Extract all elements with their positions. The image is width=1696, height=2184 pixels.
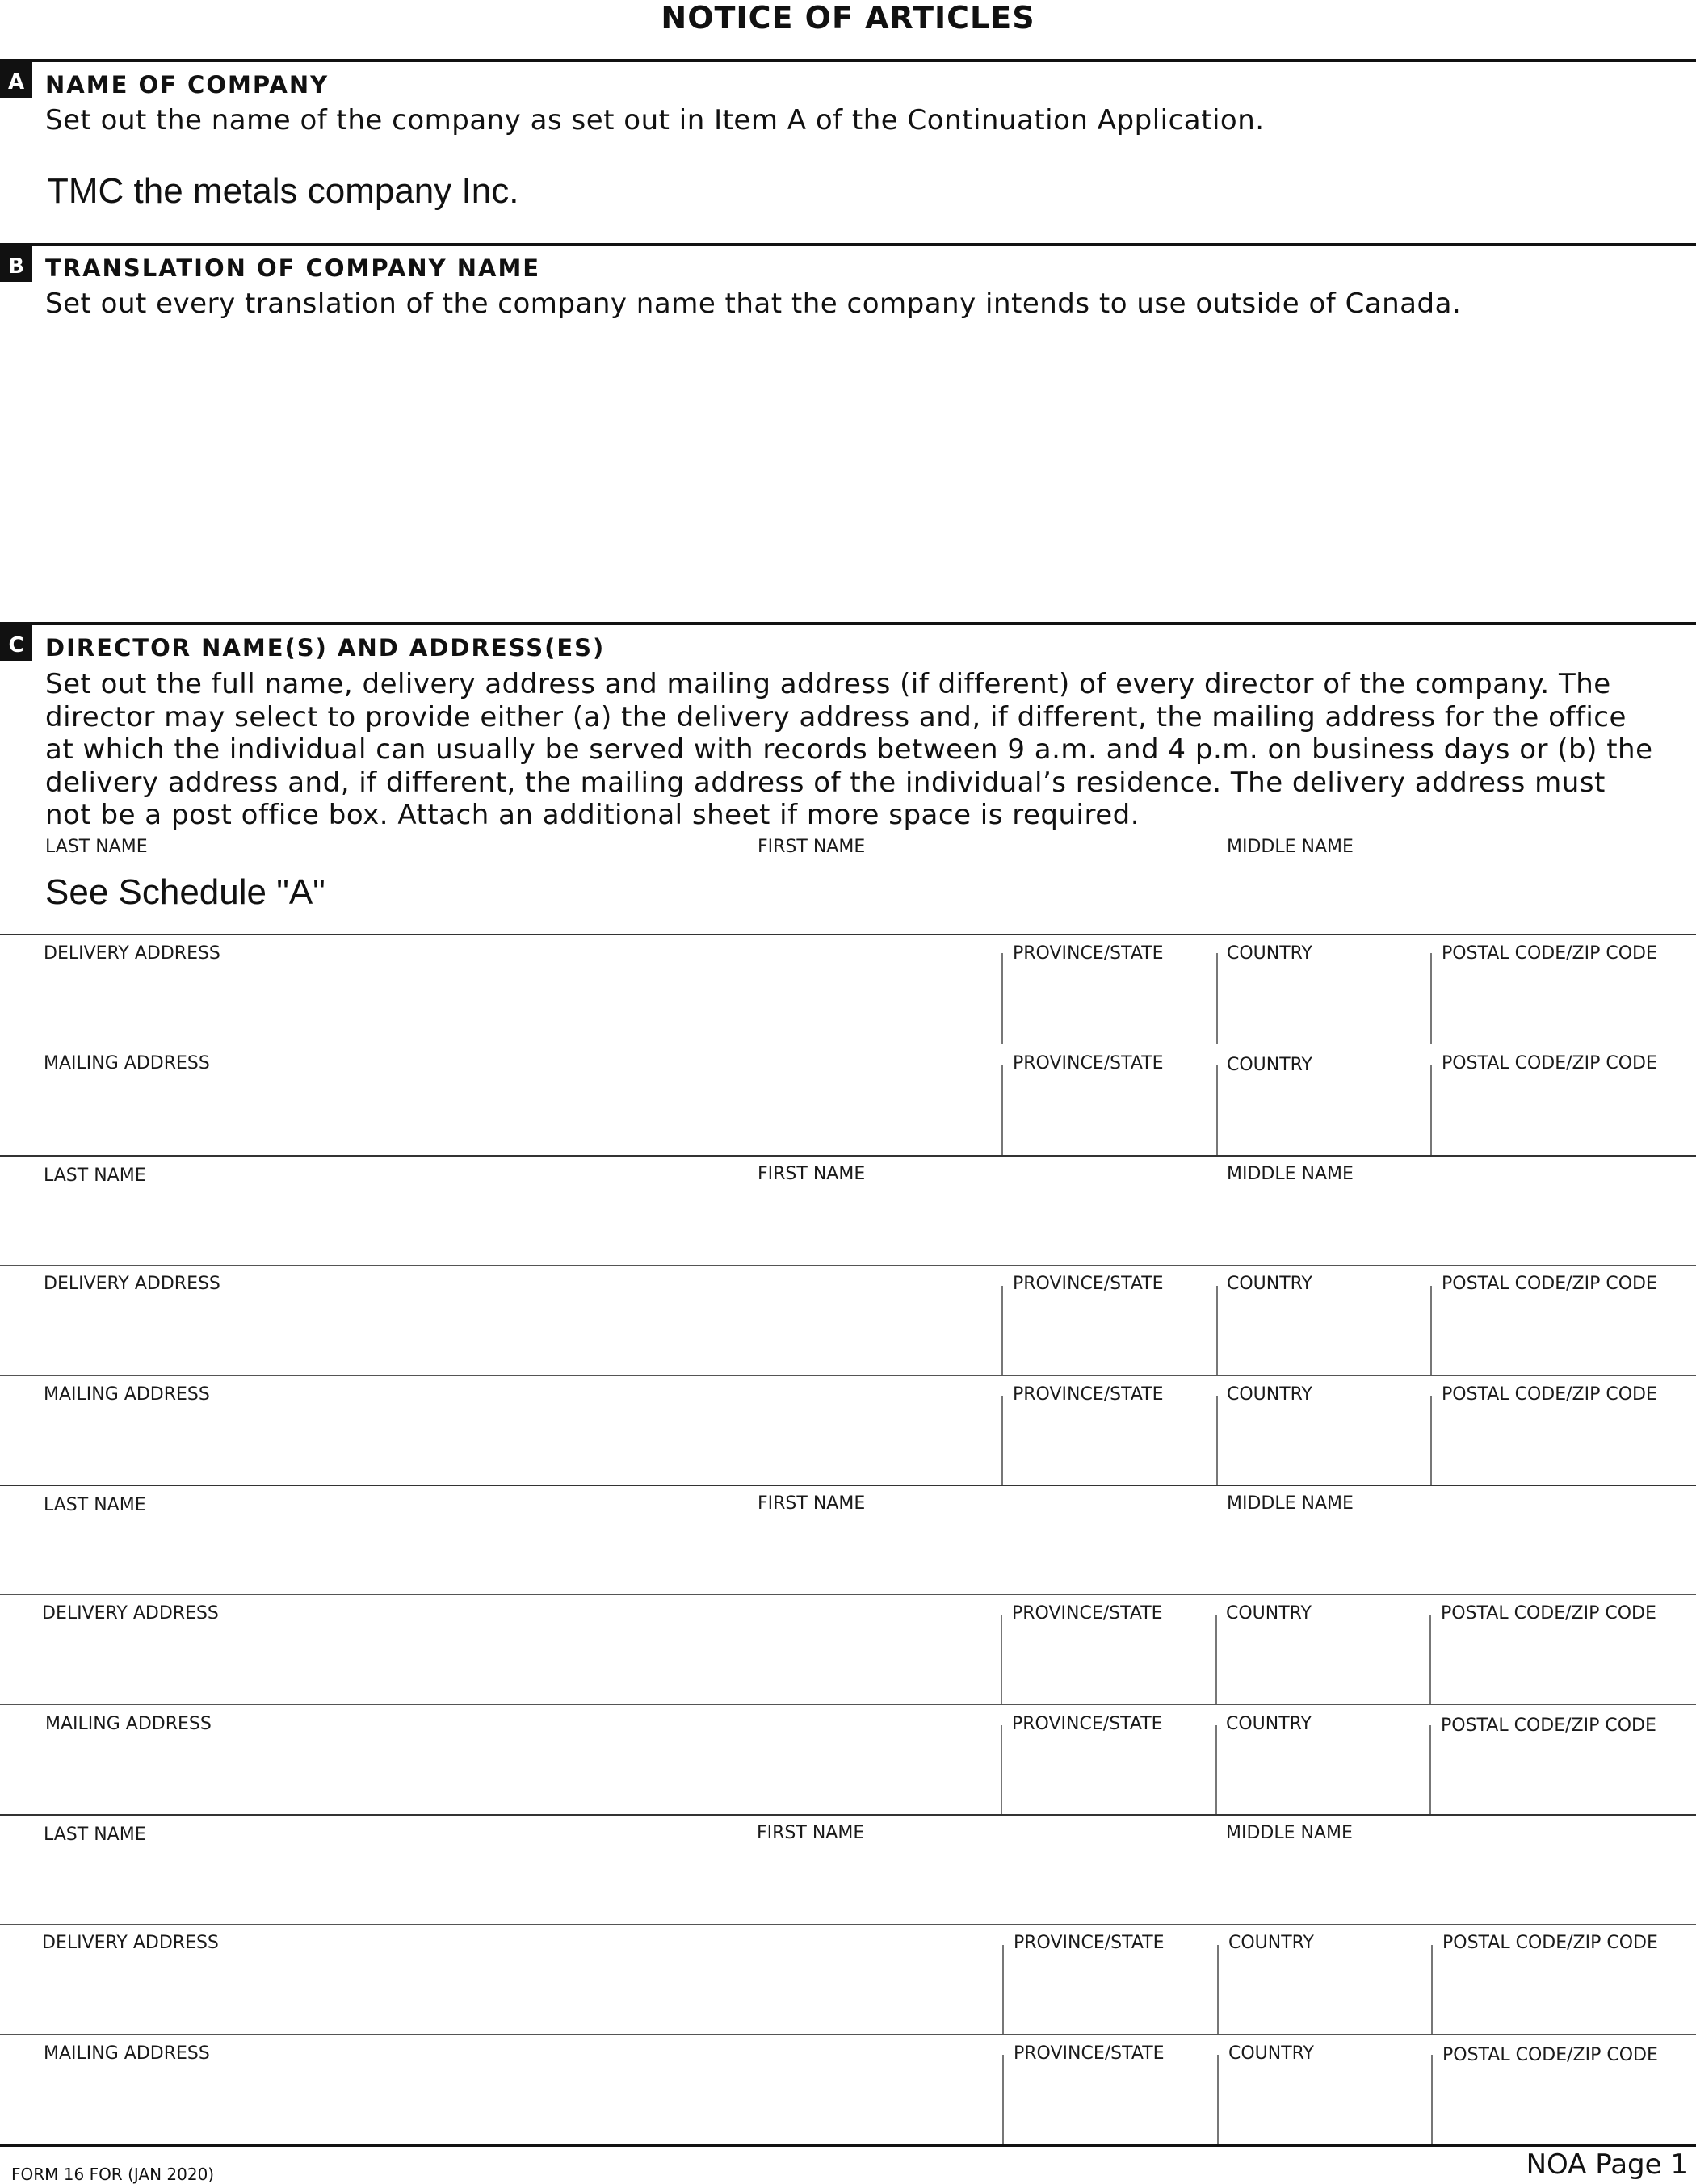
column-divider: [1216, 953, 1218, 1044]
mailing-address-label: MAILING ADDRESS: [44, 1384, 210, 1405]
postal-code-label: POSTAL CODE/ZIP CODE: [1442, 1384, 1657, 1405]
divider: [0, 1814, 1696, 1816]
section-b-heading: TRANSLATION OF COMPANY NAME: [45, 254, 541, 282]
section-a-heading: NAME OF COMPANY: [45, 71, 330, 99]
country-label: COUNTRY: [1227, 943, 1312, 964]
column-divider: [1430, 1065, 1432, 1155]
divider: [0, 1924, 1696, 1925]
column-divider: [1430, 953, 1432, 1044]
column-divider: [1001, 1725, 1002, 1814]
delivery-address-label: DELIVERY ADDRESS: [44, 943, 220, 964]
first-name-label: FIRST NAME: [758, 1164, 866, 1184]
divider: [0, 1155, 1696, 1157]
column-divider: [1217, 2055, 1219, 2144]
postal-code-label: POSTAL CODE/ZIP CODE: [1441, 1716, 1656, 1736]
column-divider: [1430, 1396, 1432, 1485]
section-c-heading: DIRECTOR NAME(S) AND ADDRESS(ES): [45, 634, 606, 662]
divider: [0, 622, 1696, 625]
column-divider: [1217, 1945, 1219, 2034]
column-divider: [1216, 1286, 1218, 1375]
delivery-address-label: DELIVERY ADDRESS: [42, 1933, 219, 1953]
province-state-label: PROVINCE/STATE: [1012, 1714, 1163, 1734]
column-divider: [1215, 1615, 1217, 1704]
page-title: NOTICE OF ARTICLES: [661, 0, 1035, 36]
mailing-address-label: MAILING ADDRESS: [45, 1714, 212, 1734]
delivery-address-label: DELIVERY ADDRESS: [44, 1274, 220, 1294]
column-divider: [1001, 1396, 1003, 1485]
column-divider: [1429, 1615, 1431, 1704]
province-state-label: PROVINCE/STATE: [1013, 943, 1164, 964]
country-label: COUNTRY: [1226, 1714, 1312, 1734]
province-state-label: PROVINCE/STATE: [1014, 2043, 1165, 2064]
first-name-label: FIRST NAME: [758, 1493, 866, 1514]
column-divider: [1001, 953, 1003, 1044]
mailing-address-label: MAILING ADDRESS: [44, 1053, 210, 1073]
column-divider: [1216, 1396, 1218, 1485]
postal-code-label: POSTAL CODE/ZIP CODE: [1442, 943, 1657, 964]
middle-name-label: MIDDLE NAME: [1227, 837, 1354, 857]
divider: [0, 1704, 1696, 1705]
column-divider: [1430, 1286, 1432, 1375]
postal-code-label: POSTAL CODE/ZIP CODE: [1442, 1053, 1657, 1073]
section-b-description: Set out every translation of the company name that the company intends to use outside of Canada.: [45, 288, 1462, 320]
middle-name-label: MIDDLE NAME: [1227, 1493, 1354, 1514]
province-state-label: PROVINCE/STATE: [1012, 1603, 1163, 1623]
middle-name-label: MIDDLE NAME: [1226, 1823, 1353, 1843]
delivery-address-label: DELIVERY ADDRESS: [42, 1603, 219, 1623]
divider: [0, 243, 1696, 246]
section-b-badge: B: [0, 246, 32, 282]
country-label: COUNTRY: [1227, 1055, 1312, 1075]
last-name-label: LAST NAME: [44, 1495, 146, 1515]
province-state-label: PROVINCE/STATE: [1013, 1053, 1164, 1073]
column-divider: [1002, 1945, 1004, 2034]
divider: [0, 2144, 1696, 2147]
country-label: COUNTRY: [1228, 2043, 1314, 2064]
page-number: NOA Page 1: [1526, 2148, 1688, 2181]
country-label: COUNTRY: [1227, 1384, 1312, 1405]
province-state-label: PROVINCE/STATE: [1013, 1274, 1164, 1294]
divider: [0, 2034, 1696, 2035]
company-name-field[interactable]: TMC the metals company Inc.: [47, 171, 519, 211]
postal-code-label: POSTAL CODE/ZIP CODE: [1442, 2045, 1658, 2065]
section-a-badge: A: [0, 62, 32, 98]
column-divider: [1431, 1945, 1433, 2034]
section-c-description: Set out the full name, delivery address and mailing address (if different) of every director of the company. The director may select to provide either (a) the delivery address and, if different, the mailing address for the office at which the individual can usually be served with records between 9 a.m. and 4 p.m. on business days or (b) the delivery address and, if different, the mailing address of the individual’s residence. The delivery address must not be a post office box. Attach an additional sheet if more space is required.: [45, 668, 1653, 831]
column-divider: [1431, 2055, 1433, 2144]
country-label: COUNTRY: [1226, 1603, 1312, 1623]
section-a-description: Set out the name of the company as set out in Item A of the Continuation Application.: [45, 104, 1265, 136]
column-divider: [1216, 1065, 1218, 1155]
first-name-label: FIRST NAME: [757, 1823, 865, 1843]
last-name-label: LAST NAME: [45, 837, 148, 857]
section-c-badge: C: [0, 625, 32, 661]
divider: [0, 1265, 1696, 1266]
postal-code-label: POSTAL CODE/ZIP CODE: [1442, 1274, 1657, 1294]
country-label: COUNTRY: [1227, 1274, 1312, 1294]
mailing-address-label: MAILING ADDRESS: [44, 2043, 210, 2064]
schedule-note[interactable]: See Schedule "A": [45, 872, 325, 912]
column-divider: [1001, 1065, 1003, 1155]
last-name-label: LAST NAME: [44, 1166, 146, 1186]
postal-code-label: POSTAL CODE/ZIP CODE: [1441, 1603, 1656, 1623]
divider: [0, 934, 1696, 935]
first-name-label: FIRST NAME: [758, 837, 866, 857]
last-name-label: LAST NAME: [44, 1825, 146, 1845]
column-divider: [1001, 1615, 1002, 1704]
column-divider: [1002, 2055, 1004, 2144]
form-id: FORM 16 FOR (JAN 2020): [11, 2165, 215, 2184]
middle-name-label: MIDDLE NAME: [1227, 1164, 1354, 1184]
divider: [0, 1594, 1696, 1595]
divider: [0, 1485, 1696, 1486]
province-state-label: PROVINCE/STATE: [1013, 1384, 1164, 1405]
postal-code-label: POSTAL CODE/ZIP CODE: [1442, 1933, 1658, 1953]
province-state-label: PROVINCE/STATE: [1014, 1933, 1165, 1953]
column-divider: [1429, 1725, 1431, 1814]
country-label: COUNTRY: [1228, 1933, 1314, 1953]
divider: [0, 59, 1696, 62]
column-divider: [1001, 1286, 1003, 1375]
column-divider: [1215, 1725, 1217, 1814]
translation-field[interactable]: [0, 339, 1696, 622]
divider: [0, 1375, 1696, 1376]
